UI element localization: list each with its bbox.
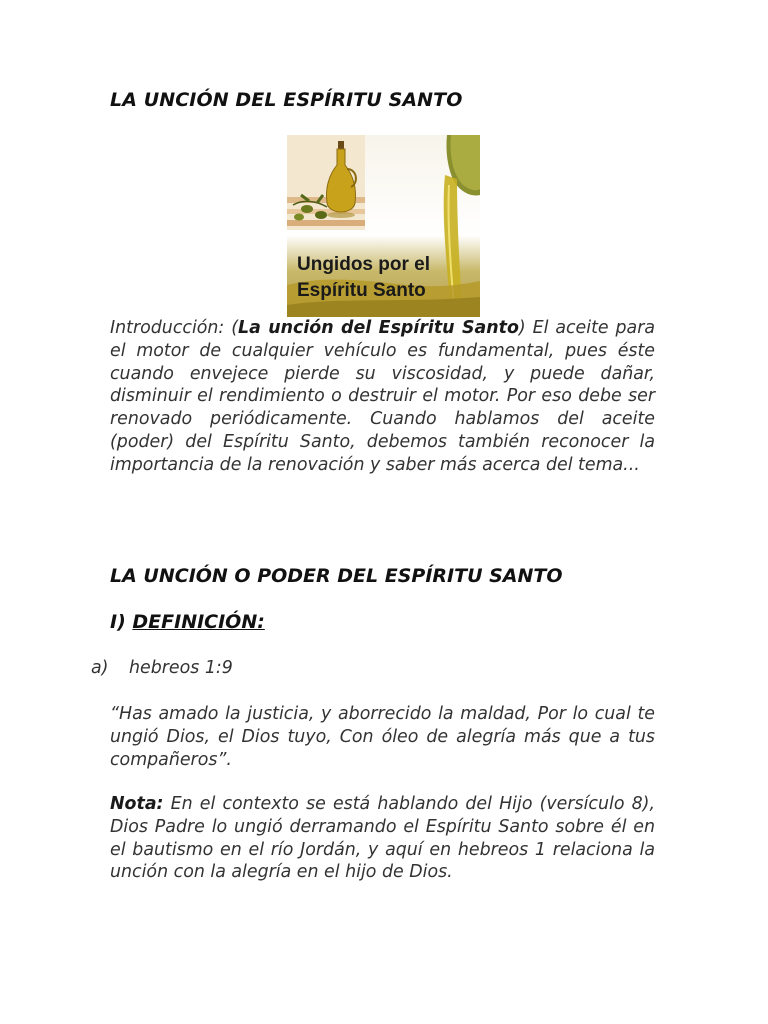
banner-caption-line2: Espíritu Santo: [297, 280, 426, 301]
definition-heading: [110, 611, 265, 633]
intro-bold-title: La unción del Espíritu Santo: [238, 318, 519, 338]
definition-number: I): [110, 611, 126, 633]
banner-caption-line1: Ungidos por el: [297, 254, 430, 275]
note-paragraph: [110, 793, 655, 884]
scripture-reference: [91, 658, 233, 678]
banner-caption: [297, 252, 477, 304]
introduction-paragraph: [110, 317, 655, 477]
section-heading: LA UNCIÓN O PODER DEL ESPÍRITU SANTO: [110, 565, 563, 587]
note-text: En el contexto se está hablando del Hijo (versículo 8), Dios Padre lo ungió derramando el Espíritu Santo sobre él en el bautismo en el río Jordán, y aquí en hebreos 1 relaciona la unción con la alegría en el hijo de Dios.: [110, 794, 655, 883]
intro-lead: Introducción: (: [110, 318, 238, 338]
intro-body: ) El aceite para el motor de cualquier vehículo es fundamental, pues éste cuando envejece pierde su viscosidad, y puede dañar, disminuir el rendimiento o destruir el motor. Por eso debe ser renovado periódicamente. Cuando hablamos del aceite (poder) del Espíritu Santo, debemos también reconocer la importancia de la renovación y saber más acerca del tema...: [110, 318, 656, 475]
definition-label: DEFINICIÓN:: [132, 611, 265, 633]
document-title: LA UNCIÓN DEL ESPÍRITU SANTO: [110, 89, 463, 111]
oil-banner-image: [287, 135, 480, 317]
reference-text: hebreos 1:9: [129, 658, 233, 678]
quote-paragraph: “Has amado la justicia, y aborrecido la maldad, Por lo cual te ungió Dios, el Dios tuyo, Con óleo de alegría más que a tus compañeros”.: [110, 704, 655, 770]
list-marker: a): [91, 658, 109, 678]
note-label: Nota:: [110, 794, 164, 814]
